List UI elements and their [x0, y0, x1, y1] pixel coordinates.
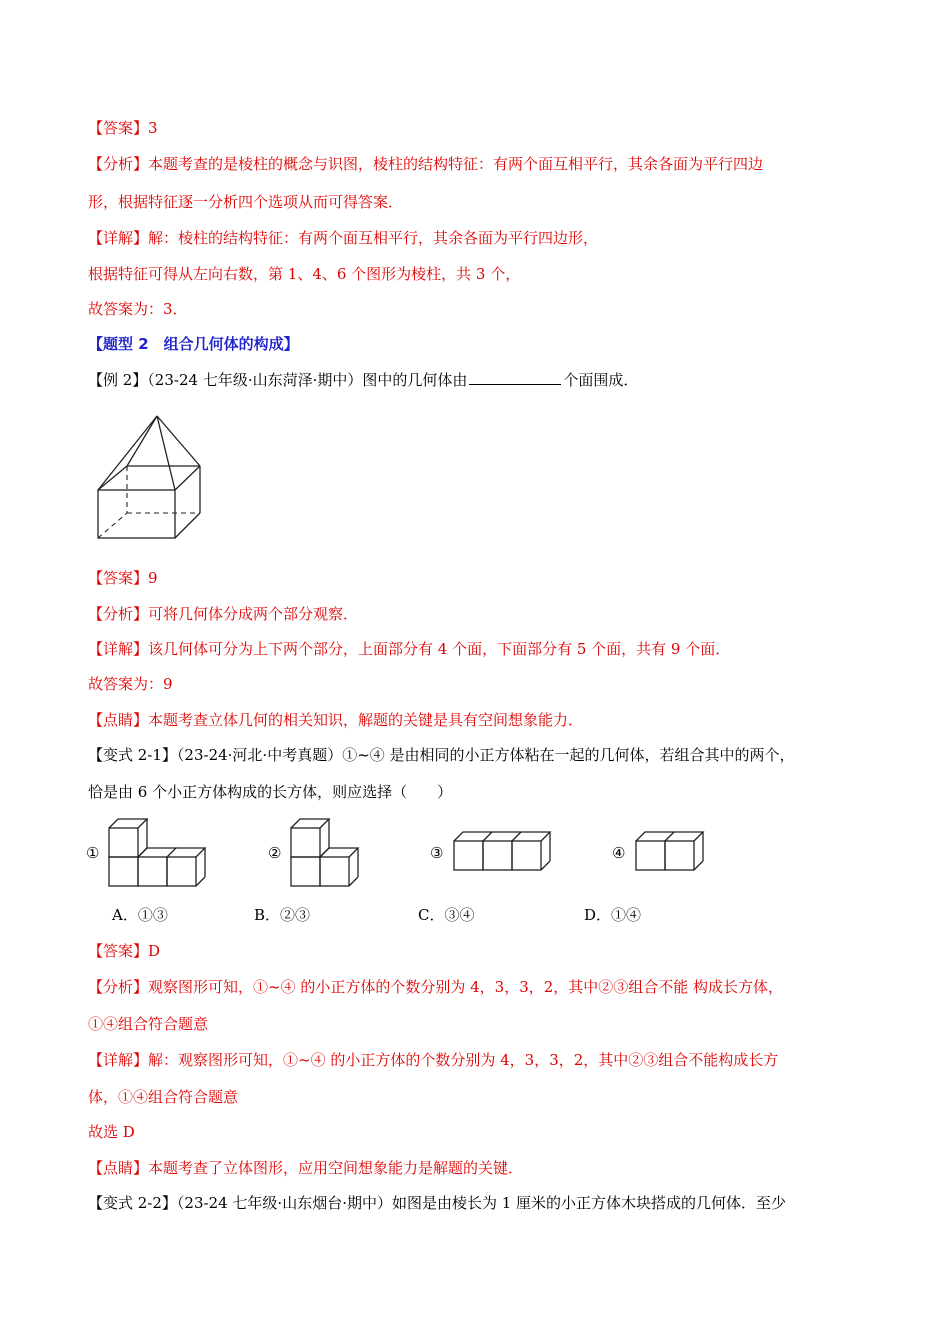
variant21-analysis-cont: ①④组合符合题意 [88, 1015, 209, 1033]
cube-figure-2 [286, 814, 366, 892]
variant21-question: 【变式 2-1】（23-24·河北·中考真题）①~④ 是由相同的小正方体粘在一起的几何体，若组合其中的两个， [88, 746, 795, 764]
example2-analysis: 【分析】可将几何体分成两个部分观察． [88, 605, 359, 623]
example2-comment: 【点睛】本题考查立体几何的相关知识，解题的关键是具有空间想象能力． [88, 711, 584, 729]
variant21-comment: 【点睛】本题考查了立体图形，应用空间想象能力是解题的关键． [88, 1159, 524, 1177]
cube-figure-3 [450, 826, 560, 876]
answer-line: 【答案】3 [88, 119, 158, 137]
variant22-question: 【变式 2-2】（23-24 七年级·山东烟台·期中）如图是由棱长为 1 厘米的小正方体木块搭成的几何体．至少 [88, 1194, 787, 1212]
variant21-conclusion: 故选 D [88, 1123, 135, 1141]
detail-line: 【详解】解：棱柱的结构特征：有两个面互相平行，其余各面为平行四边形， [88, 229, 599, 247]
analysis-line-cont: 形，根据特征逐一分析四个选项从而可得答案． [88, 193, 404, 211]
example2-conclusion: 故答案为：9 [88, 675, 173, 693]
option-b[interactable]: B．②③ [254, 906, 311, 924]
detail-line-cont: 根据特征可得从左向右数，第 1、4、6 个图形为棱柱，共 3 个， [88, 265, 521, 283]
section-title: 【题型 2 组合几何体的构成】 [88, 335, 299, 353]
example2-prefix: 【例 2】（23-24 七年级·山东菏泽·期中）图中的几何体由 [88, 371, 468, 389]
option-d[interactable]: D．①④ [584, 906, 642, 924]
variant21-detail-cont: 体，①④组合符合题意 [88, 1088, 239, 1106]
fig1-label: ① [86, 844, 100, 862]
option-a[interactable]: A．①③ [112, 906, 168, 924]
example2-detail: 【详解】该几何体可分为上下两个部分，上面部分有 4 个面，下面部分有 5 个面，共有 9 个面． [88, 640, 731, 658]
variant21-question-cont: 恰是由 6 个小正方体构成的长方体，则应选择（ ） [88, 783, 453, 801]
answer-blank [469, 370, 561, 385]
conclusion-line: 故答案为：3． [88, 300, 188, 318]
variant21-detail: 【详解】解：观察图形可知，①~④ 的小正方体的个数分别为 4，3，3，2，其中②③组合不能构成长方 [88, 1051, 779, 1069]
cube-figure-4 [632, 826, 712, 876]
composite-solid-figure [90, 410, 210, 545]
variant21-answer: 【答案】D [88, 942, 161, 960]
variant21-analysis: 【分析】观察图形可知，①~④ 的小正方体的个数分别为 4，3，3，2，其中②③组合不能 构成长方体， [88, 978, 784, 996]
fig3-label: ③ [430, 844, 444, 862]
fig2-label: ② [268, 844, 282, 862]
option-c[interactable]: C．③④ [418, 906, 475, 924]
analysis-line: 【分析】本题考查的是棱柱的概念与识图，棱柱的结构特征：有两个面互相平行，其余各面为平行四边 [88, 155, 764, 173]
example2-question [88, 370, 638, 390]
fig4-label: ④ [612, 844, 626, 862]
example2-answer: 【答案】9 [88, 569, 158, 587]
example2-suffix: 个面围成． [563, 371, 639, 389]
cube-figure-1 [104, 814, 214, 892]
